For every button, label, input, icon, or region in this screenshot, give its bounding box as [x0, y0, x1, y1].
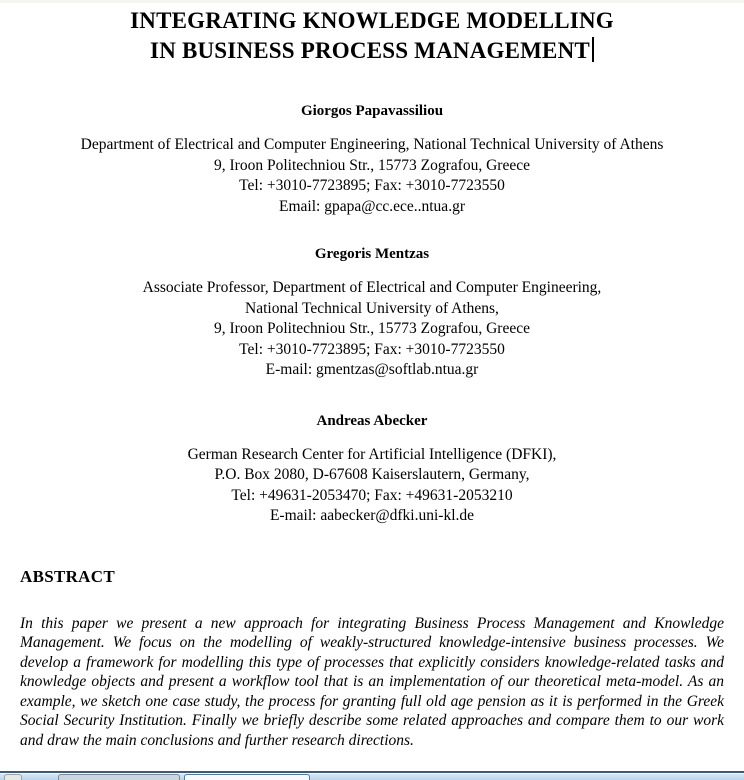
author-name-papavassiliou: Giorgos Papavassiliou	[300, 103, 444, 119]
affiliation-line: P.O. Box 2080, D-67608 Kaiserslautern, Germany,	[214, 466, 530, 483]
paper-title-line2: IN BUSINESS PROCESS MANAGEMENT	[150, 38, 590, 63]
abstract-heading: ABSTRACT	[20, 566, 115, 586]
affiliation-line: Associate Professor, Department of Electrical and Computer Engineering,	[142, 279, 602, 296]
taskbar-task-button-2[interactable]	[184, 774, 310, 780]
affiliation-line: Email: gpapa@cc.ece..ntua.gr	[279, 197, 465, 215]
abstract-paragraph: In this paper we present a new approach for integrating Business Process Management and Knowledge Management. We focus on the modelling of weakly-structured knowledge-intensive business processes. We develop a framework for modelling this type of processes that explicitly considers knowledge-related tasks and knowledge objects and present a workflow tool that is an implementation of our theoretical meta-model. As an example, we sketch one case study, the process for granting full old age pension as it is performed in the Greek Social Security Institution. Finally we briefly describe some related approaches and compare them to our work and draw the main conclusions and further research directions.	[20, 614, 724, 749]
affiliation-line: Department of Electrical and Computer Engineering, National Technical University of Athens	[80, 136, 664, 153]
affiliation-line: 9, Iroon Politechniou Str., 15773 Zografou, Greece	[214, 156, 530, 174]
affiliation-line: Tel: +3010-7723895; Fax: +3010-7723550	[239, 177, 505, 194]
taskbar-task-button-1[interactable]	[58, 774, 180, 780]
affiliation-line: National Technical University of Athens,	[245, 299, 499, 317]
affiliation-line: 9, Iroon Politechniou Str., 15773 Zografou, Greece	[214, 320, 530, 337]
paper-title	[0, 6, 744, 66]
affiliation-line: E-mail: aabecker@dfki.uni-kl.de	[269, 507, 475, 524]
affiliation-line: E-mail: gmentzas@softlab.ntua.gr	[265, 361, 479, 378]
taskbar-start-button-edge[interactable]	[4, 774, 22, 780]
paper-title-line1: INTEGRATING KNOWLEDGE MODELLING	[130, 8, 614, 33]
author-affiliation-papavassiliou	[0, 135, 744, 217]
author-name-abecker: Andreas Abecker	[316, 412, 428, 429]
author-affiliation-abecker	[0, 445, 744, 527]
affiliation-line: Tel: +3010-7723895; Fax: +3010-7723550	[239, 340, 505, 358]
taskbar-sliver	[0, 771, 744, 780]
text-caret	[592, 37, 594, 62]
document-page[interactable]	[0, 3, 744, 771]
author-name-mentzas: Gregoris Mentzas	[314, 246, 430, 262]
affiliation-line: Tel: +49631-2053470; Fax: +49631-2053210	[231, 486, 513, 504]
affiliation-line: German Research Center for Artificial Intelligence (DFKI),	[187, 445, 557, 463]
author-affiliation-mentzas	[0, 278, 744, 381]
